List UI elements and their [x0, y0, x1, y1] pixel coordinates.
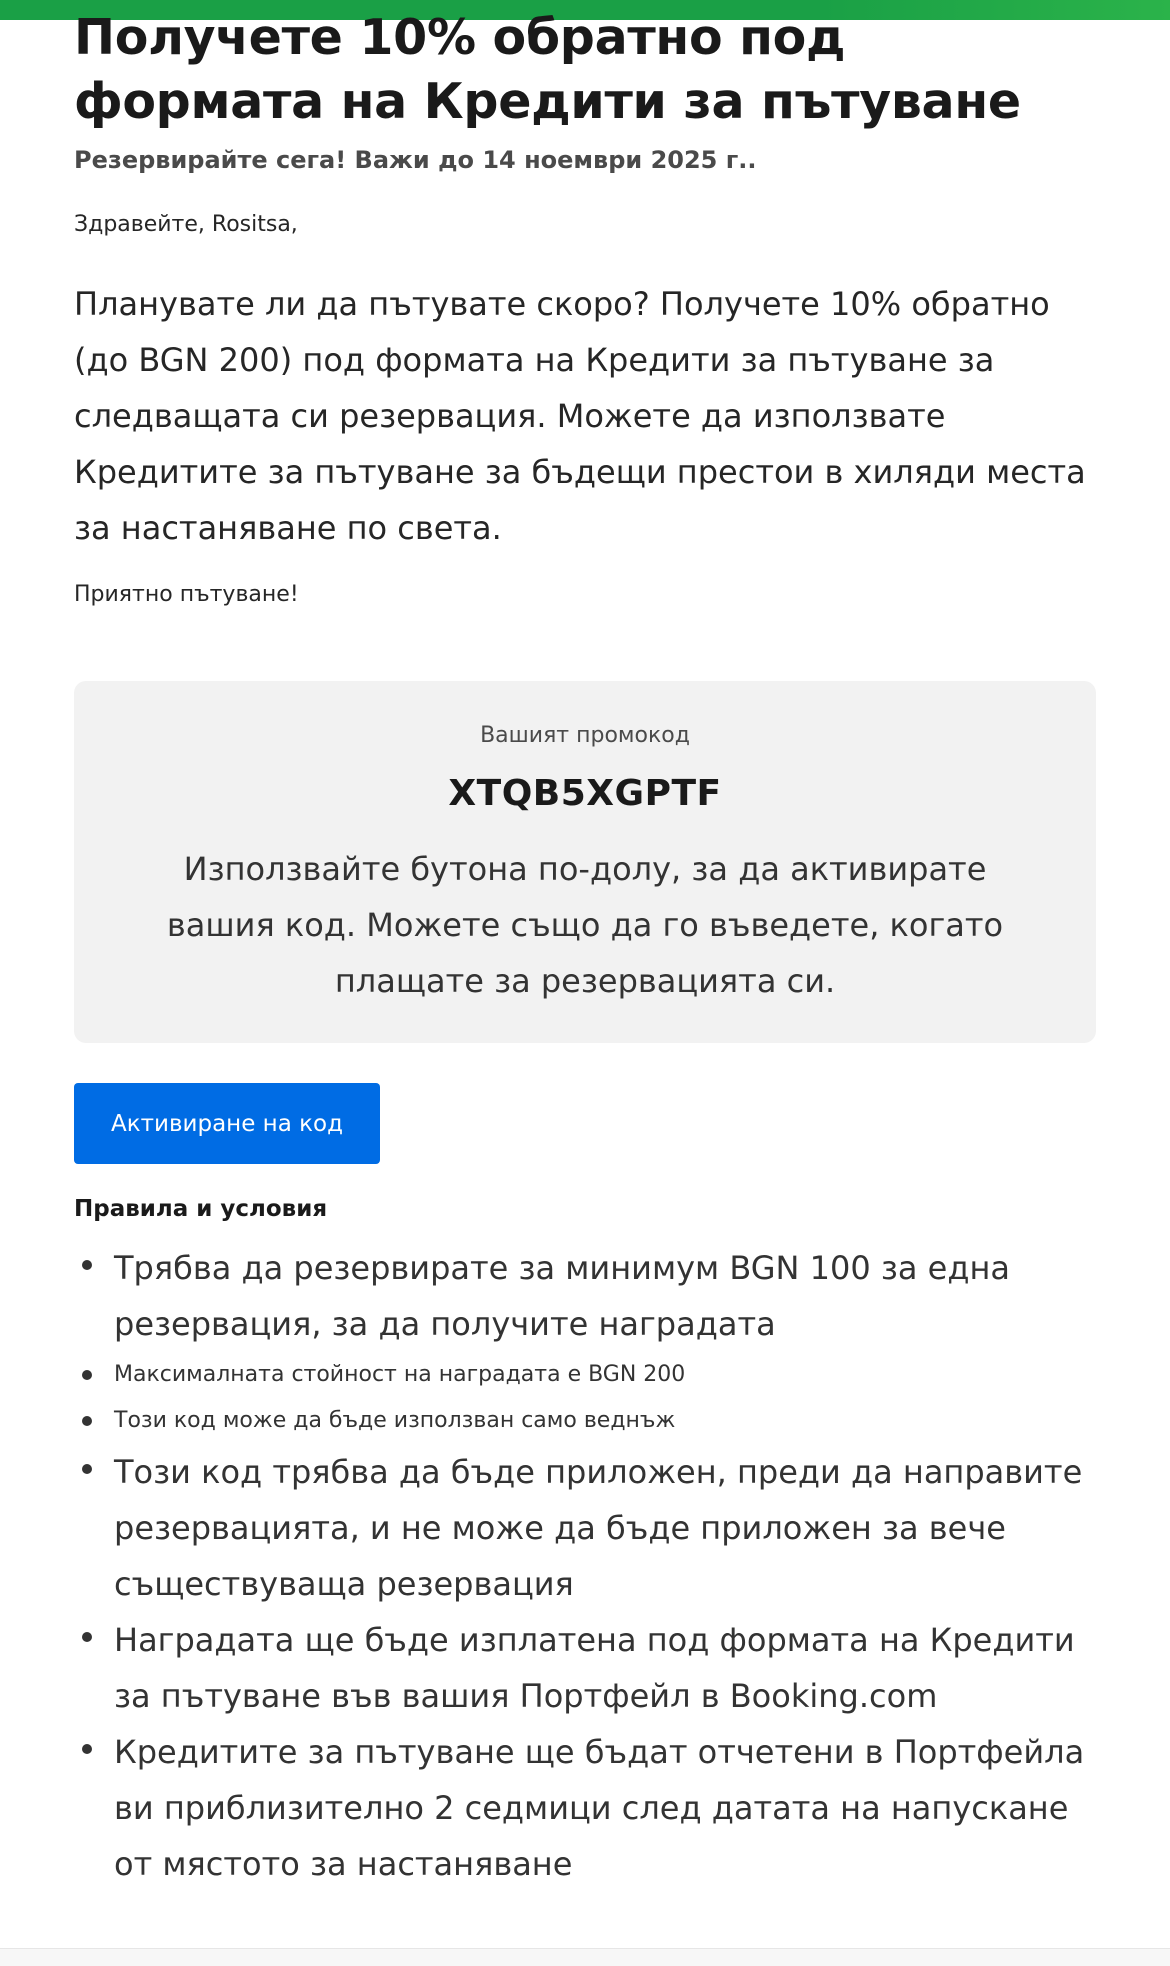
terms-item: Максималната стойност на наградата е BGN 200 — [74, 1352, 1096, 1398]
bottom-divider — [0, 1948, 1170, 1966]
terms-item: Този код може да бъде използван само веднъж — [74, 1398, 1096, 1444]
promo-code-label: Вашият промокод — [480, 723, 690, 748]
closing-line: Приятно пътуване! — [74, 582, 299, 607]
promo-code-instructions: Използвайте бутона по-долу, за да активирате вашия код. Можете също да го въведете, когато плащате за резервацията си. — [166, 850, 1004, 1000]
offer-validity-subtitle: Резервирайте сега! Важи до 14 ноември 2025 г.. — [74, 146, 757, 174]
offer-description: Планувате ли да пътувате скоро? Получете 10% обратно (до BGN 200) под формата на Кредити за пътуване за следващата си резервация. Можете да използвате Кредитите за пътуване за бъдещи престои в хиляди места за настаняване по света. — [74, 285, 1086, 547]
greeting: Здравейте, Rositsa, — [74, 212, 298, 237]
headline: Получете 10% обратно под формата на Кредити за пътуване — [74, 9, 1021, 130]
promo-code-value[interactable]: XTQB5XGPTF — [448, 773, 722, 814]
promo-code-box — [74, 681, 1096, 1043]
terms-item: Наградата ще бъде изплатена под формата на Кредити за пътуване във вашия Портфейл в Booking.com — [74, 1612, 1096, 1724]
terms-list — [74, 1240, 1096, 1892]
terms-item: Кредитите за пътуване ще бъдат отчетени в Портфейла ви приблизително 2 седмици след датата на напускане от мястото за настаняване — [74, 1724, 1096, 1892]
activate-code-button[interactable]: Активиране на код — [74, 1083, 380, 1164]
terms-item: Този код трябва да бъде приложен, преди да направите резервацията, и не може да бъде приложен за вече съществуваща резервация — [74, 1444, 1096, 1612]
terms-title: Правила и условия — [74, 1196, 328, 1222]
terms-item: Трябва да резервирате за минимум BGN 100 за една резервация, за да получите наградата — [74, 1240, 1096, 1352]
